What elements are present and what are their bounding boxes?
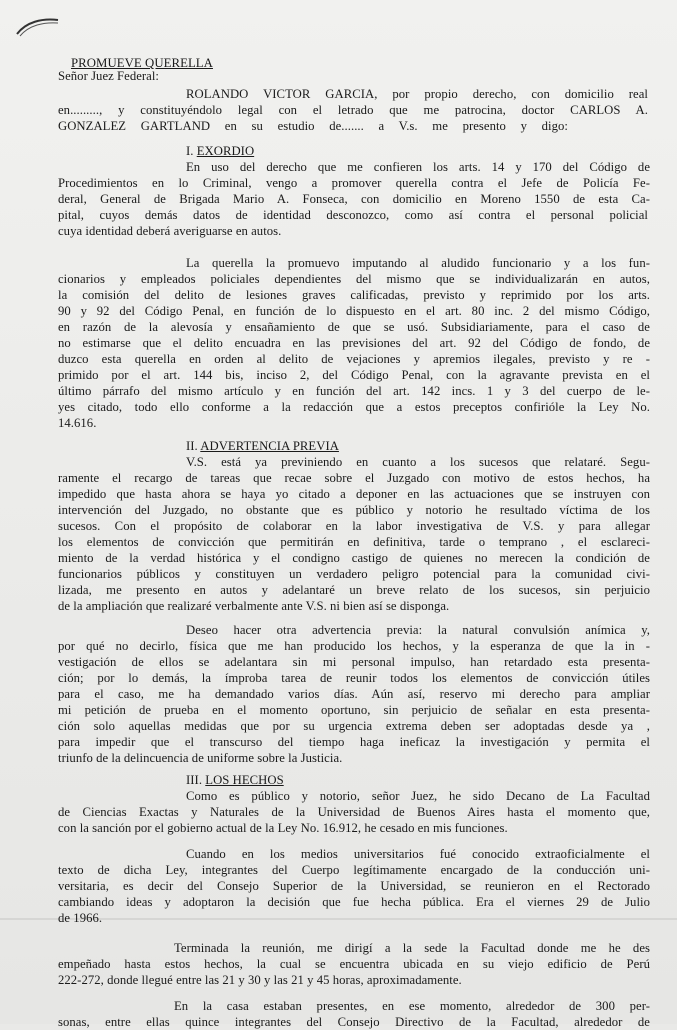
text-line: [58, 638, 650, 654]
text-line-content: texto de dicha Ley, integrantes del Cuerpo legítimamente encargado de la conducción uni-: [58, 863, 650, 877]
text-line: [58, 582, 650, 598]
text-line: [58, 878, 650, 894]
text-line-content: cambiando ideas y adoptaron la decisión que fue hecha pública. Era el viernes 29 de Julio: [58, 895, 650, 909]
text-line: [58, 287, 650, 303]
text-line: [58, 862, 650, 878]
text-line-content: funcionarios públicos y constituyen un verdadero peligro potencial para la comunidad civi-: [58, 567, 650, 581]
text-line-content: duzco esta querella en orden al delito de vejaciones y apremios ilegales, previsto y re -: [58, 352, 650, 366]
text-line-content: V.S. está ya previniendo en cuanto a los sucesos que relataré. Segu-: [186, 455, 650, 469]
text-line-content: La querella la promuevo imputando al aludido funcionario y a los fun-: [186, 256, 650, 270]
text-line: [58, 718, 650, 734]
text-line-content: cionarios y empleados policiales dependientes del mismo que se individualizarán en autos,: [58, 272, 650, 286]
text-line: Señor Juez Federal:: [58, 69, 160, 83]
text-line: con la sanción por el gobierno actual de la Ley No. 16.912, he cesado en mis funciones.: [58, 821, 508, 835]
text-line: [58, 351, 650, 367]
text-line: [58, 1014, 650, 1030]
text-line-content: Procedimientos en lo Criminal, vengo a promover querella contra el Jefe de Policía Fe-: [58, 176, 650, 190]
paper-clip-mark: [14, 14, 60, 40]
text-line: [58, 894, 650, 910]
text-line: [58, 518, 650, 534]
text-line: [58, 207, 648, 223]
text-line: [58, 335, 650, 351]
text-line: [58, 118, 568, 134]
text-line-content: en........., y constituyéndolo legal con el letrado que me patrocina, doctor CARLOS A.: [58, 103, 648, 117]
text-line: [186, 86, 648, 102]
text-line-content: deral, General de Brigada Mario A. Fonseca, con domicilio en Moreno 1550 de esta Ca-: [58, 192, 650, 206]
section-heading: LOS HECHOS: [205, 773, 284, 787]
text-line-content: ROLANDO VICTOR GARCIA, por propio derecho, con domicilio real: [186, 87, 648, 101]
text-line-content: vestigación de ellos se adelantara sin mi personal impulso, han retardado esta presenta-: [58, 655, 650, 669]
text-line-content: mi petición de prueba en el momento oportuno, sin perjuicio de señalar en esta presenta-: [58, 703, 650, 717]
text-line: [58, 102, 648, 118]
text-line: [58, 271, 650, 287]
text-line: [58, 319, 650, 335]
text-line: [58, 367, 650, 383]
text-line-content: lizada, me presento en autos y adelantaré un breve relato de los sucesos, sin perjuicio: [58, 583, 650, 597]
text-line-content: por qué no decirlo, física que me han producido los hechos, y la esperanza de que la in -: [58, 639, 650, 653]
text-line: [58, 686, 650, 702]
text-line: [186, 159, 650, 175]
document-title-text: PROMUEVE QUERELLA: [71, 56, 213, 70]
text-line: [58, 566, 650, 582]
text-line-content: Deseo hacer otra advertencia previa: la natural convulsión anímica y,: [186, 623, 650, 637]
text-line-content: En uso del derecho que me confieren los arts. 14 y 170 del Código de: [186, 160, 650, 174]
text-line-content: los elementos de convicción que permitirán en definitiva, tarde o temprano , el esclareci-: [58, 535, 650, 549]
text-line-content: Terminada la reunión, me dirigí a la sede la Facultad donde me he des: [174, 941, 650, 955]
text-line-content: miento de la verdad histórica y el condigno castigo de quienes no merecen la condición de: [58, 551, 650, 565]
text-line: [174, 998, 650, 1014]
text-line-content: ramente el recargo de tareas que recae sobre el Juzgado con motivo de estos hechos, ha: [58, 471, 650, 485]
text-line-content: impedido que hasta ahora se haya yo citado a deponer en las actuaciones que se instruyen con: [58, 487, 650, 501]
text-line: [186, 143, 677, 159]
text-line: [186, 788, 650, 804]
text-line: de 1966.: [58, 911, 103, 925]
text-line: [186, 622, 650, 638]
text-line-content: la comisión del delito de lesiones graves calificadas, previsto y reprimido por los arts.: [58, 288, 650, 302]
text-line: 14.616.: [58, 416, 97, 430]
text-line-content: 90 y 92 del Código Penal, en función de lo dispuesto en el art. 80 inc. 2 del mismo Código,: [58, 304, 650, 318]
text-line: [58, 399, 650, 415]
text-line: triunfo de la delincuencia de uniforme sobre la Justicia.: [58, 751, 343, 765]
text-line: [58, 303, 650, 319]
text-line-content: yes citado, todo ello conforme a la redacción que a estos preceptos confirióle la Ley No.: [58, 400, 650, 414]
text-line-content: último párrafo del mismo artículo y en función del art. 142 incs. 1 y 3 del cuerpo de le-: [58, 384, 650, 398]
text-line: [58, 191, 650, 207]
text-line-content: empeñado hasta estos hechos, la cual se encuentra ubicada en su viejo edificio de Perú: [58, 957, 650, 971]
text-line-content: intervención del Juzgado, no obstante que es público y notorio he resultado víctima de los: [58, 503, 650, 517]
text-line: [174, 940, 650, 956]
text-line-content: para impedir que el transcurso del tiempo haga ineficaz la investigación y permita el: [58, 735, 650, 749]
text-line-content: pital, cuyos demás datos de identidad desconozco, como así contra el personal policial: [58, 208, 648, 222]
text-line: [58, 734, 650, 750]
text-line-content: no estimarse que el delito encuadra en las previsiones del art. 92 del Código de fondo, de: [58, 336, 650, 350]
text-line: [58, 383, 650, 399]
text-line-content: sonas, entre ellas quince integrantes del Consejo Directivo de la Facultad, alrededor de: [58, 1015, 650, 1029]
text-line-content: Cuando en los medios universitarios fué conocido extraoficialmente el: [186, 847, 650, 861]
text-line: [186, 255, 650, 271]
text-line: [58, 550, 650, 566]
text-line: de la ampliación que realizaré verbalmente ante V.S. ni bien así se disponga.: [58, 599, 450, 613]
text-line-content: ción; por lo demás, la ímproba tarea de reunir todos los elementos de convicción útiles: [58, 671, 650, 685]
text-line-content: GONZALEZ GARTLAND en su estudio de....... a V.s. me presento y digo:: [58, 119, 568, 133]
text-line: [58, 502, 650, 518]
text-line-content: sucesos. Con el propósito de colaborar en la labor investigativa de V.S. y para allegar: [58, 519, 650, 533]
text-line: [58, 175, 650, 191]
text-line: [58, 534, 650, 550]
text-line-content: versitaria, es decir del Consejo Superior de la Universidad, se reunieron en el Rectorado: [58, 879, 650, 893]
section-number: III.: [186, 773, 206, 787]
section-heading: EXORDIO: [196, 144, 255, 158]
text-line: [186, 454, 650, 470]
paper-fold: [0, 918, 677, 920]
text-line-content: en razón de la alevosía y ensañamiento de que se usó. Subsidiariamente, para el caso de: [58, 320, 650, 334]
text-line: [186, 772, 677, 788]
text-line: [186, 846, 650, 862]
text-line: [58, 486, 650, 502]
text-line: 222-272, donde llegué entre las 21 y 30 y las 21 y 45 horas, aproximadamente.: [58, 973, 462, 987]
section-number: I.: [186, 144, 197, 158]
text-line-content: para el caso, me ha demandado varios días. Aún así, reservo mi derecho para ampliar: [58, 687, 650, 701]
section-number: II.: [186, 439, 201, 453]
text-line-content: de Ciencias Exactas y Naturales de la Universidad de Buenos Aires hasta el momento que,: [58, 805, 650, 819]
text-line: [186, 438, 677, 454]
text-line: [58, 804, 650, 820]
text-line: [58, 956, 650, 972]
text-line: [58, 654, 650, 670]
text-line-content: En la casa estaban presentes, en ese momento, alrededor de 300 per-: [174, 999, 650, 1013]
text-line: [58, 470, 650, 486]
section-heading: ADVERTENCIA PREVIA: [200, 439, 339, 453]
text-line: [58, 670, 650, 686]
text-line: [58, 702, 650, 718]
text-line-content: ción solo aquellas medidas que por su urgencia extrema deben ser adoptadas desde ya ,: [58, 719, 650, 733]
text-line: cuya identidad deberá averiguarse en autos.: [58, 224, 282, 238]
text-line-content: primido por el art. 144 bis, inciso 2, del Código Penal, con la agravante prevista en el: [58, 368, 650, 382]
text-line-content: Como es público y notorio, señor Juez, he sido Decano de La Facultad: [186, 789, 650, 803]
